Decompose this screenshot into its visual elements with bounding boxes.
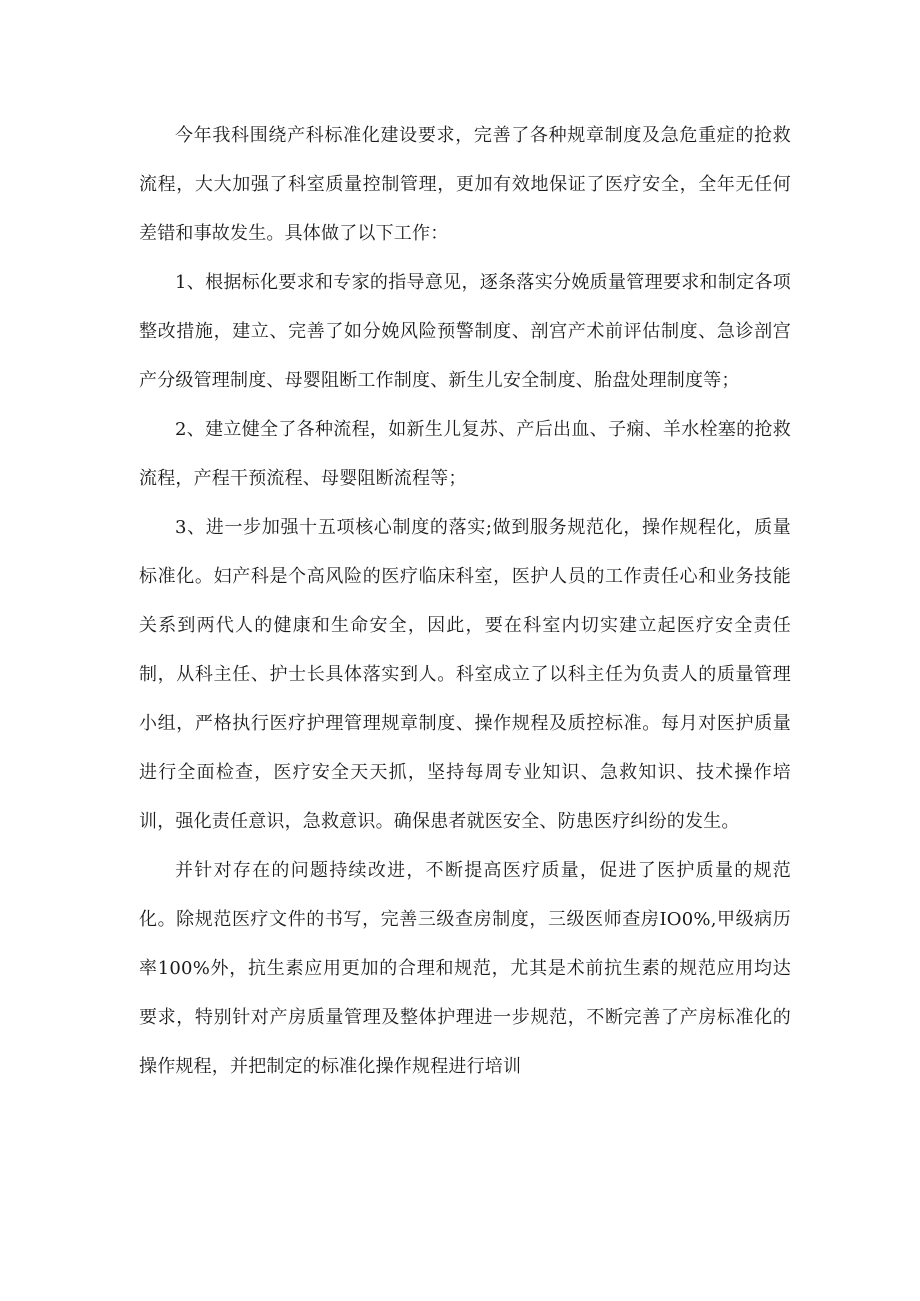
paragraph-quality-improvement: 并针对存在的问题持续改进，不断提高医疗质量，促进了医护质量的规范化。除规范医疗文件的书写，完善三级查房制度，三级医师查房IO0%,甲级病历率100%外，抗生素应用更加的合理和规范，尤其是术前抗生素的规范应用均达要求，特别针对产房质量管理及整体护理进一步规范，不断完善了产房标准化的操作规程，并把制定的标准化操作规程进行培训 xyxy=(139,860,791,1077)
paragraph-intro: 今年我科围绕产科标准化建设要求，完善了各种规章制度及急危重症的抢救流程，大大加强了科室质量控制管理，更加有效地保证了医疗安全，全年无任何差错和事故发生。具体做了以下工作： xyxy=(139,125,791,244)
paragraph-item-3: 3、进一步加强十五项核心制度的落实;做到服务规范化，操作规程化，质量标准化。妇产科是个高风险的医疗临床科室，医护人员的工作责任心和业务技能关系到两代人的健康和生命安全，因此，要在科室内切实建立起医疗安全责任制，从科主任、护士长具体落实到人。科室成立了以科主任为负责人的质量管理小组，严格执行医疗护理管理规章制度、操作规程及质控标准。每月对医护质量进行全面检查，医疗安全天天抓，坚持每周专业知识、急救知识、技术操作培训，强化责任意识，急救意识。确保患者就医安全、防患医疗纠纷的发生。 xyxy=(139,517,791,832)
paragraph-item-1: 1、根据标化要求和专家的指导意见，逐条落实分娩质量管理要求和制定各项整改措施，建立、完善了如分娩风险预警制度、剖宫产术前评估制度、急诊剖宫产分级管理制度、母婴阻断工作制度、新生儿安全制度、胎盘处理制度等； xyxy=(139,272,791,391)
document-body xyxy=(139,111,791,1091)
paragraph-item-2: 2、建立健全了各种流程，如新生儿复苏、产后出血、子痫、羊水栓塞的抢救流程，产程干预流程、母婴阻断流程等； xyxy=(139,419,791,489)
